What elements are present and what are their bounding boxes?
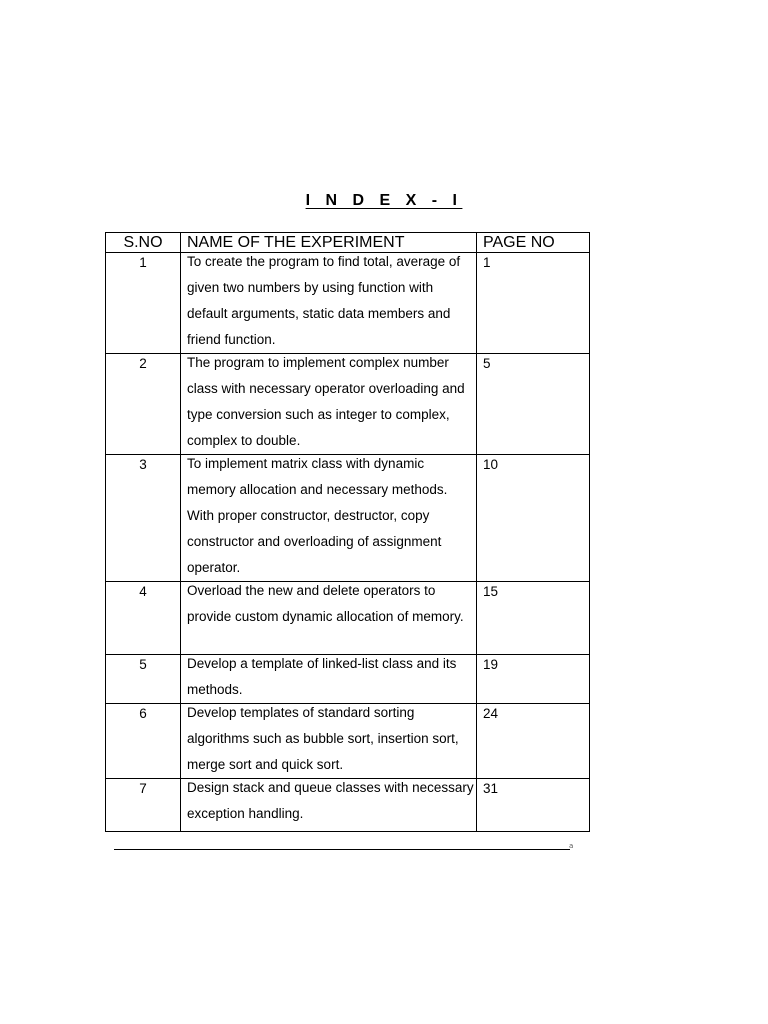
row-page-no: 5 — [477, 354, 590, 455]
table-row — [106, 655, 590, 704]
row-sno: 2 — [106, 354, 181, 455]
table-row — [106, 354, 590, 455]
footer-mark: a — [569, 842, 574, 850]
row-page-no: 10 — [477, 455, 590, 582]
header-page-no: PAGE NO — [477, 233, 590, 253]
row-page-no: 31 — [477, 779, 590, 832]
row-sno: 6 — [106, 704, 181, 779]
row-sno: 7 — [106, 779, 181, 832]
table-row — [106, 582, 590, 655]
table-row — [106, 704, 590, 779]
table-row — [106, 779, 590, 832]
index-title: I N D E X - I — [305, 192, 463, 209]
row-sno: 4 — [106, 582, 181, 655]
header-sno: S.NO — [106, 233, 181, 253]
row-sno: 3 — [106, 455, 181, 582]
header-experiment-name: NAME OF THE EXPERIMENT — [181, 233, 477, 253]
row-experiment-name: Develop a template of linked-list class and its methods. — [187, 656, 457, 697]
row-page-no: 1 — [477, 253, 590, 354]
experiment-index-table — [105, 232, 590, 832]
row-page-no: 15 — [477, 582, 590, 655]
row-experiment-name: Overload the new and delete operators to provide custom dynamic allocation of memory. — [187, 583, 464, 624]
table-row — [106, 253, 590, 354]
row-experiment-name: To create the program to find total, average of given two numbers by using function with default arguments, static data members and friend function. — [187, 254, 461, 347]
row-sno: 1 — [106, 253, 181, 354]
footer-rule — [114, 849, 570, 850]
table-row — [106, 455, 590, 582]
row-page-no: 24 — [477, 704, 590, 779]
row-experiment-name: Develop templates of standard sorting algorithms such as bubble sort, insertion sort, merge sort and quick sort. — [187, 705, 459, 772]
row-experiment-name: The program to implement complex number class with necessary operator overloading and type conversion such as integer to complex, complex to double. — [187, 355, 465, 448]
row-page-no: 19 — [477, 655, 590, 704]
row-experiment-name: To implement matrix class with dynamic memory allocation and necessary methods. With proper constructor, destructor, copy constructor and overloading of assignment operator. — [187, 456, 448, 575]
row-sno: 5 — [106, 655, 181, 704]
row-experiment-name: Design stack and queue classes with necessary exception handling. — [187, 780, 474, 821]
